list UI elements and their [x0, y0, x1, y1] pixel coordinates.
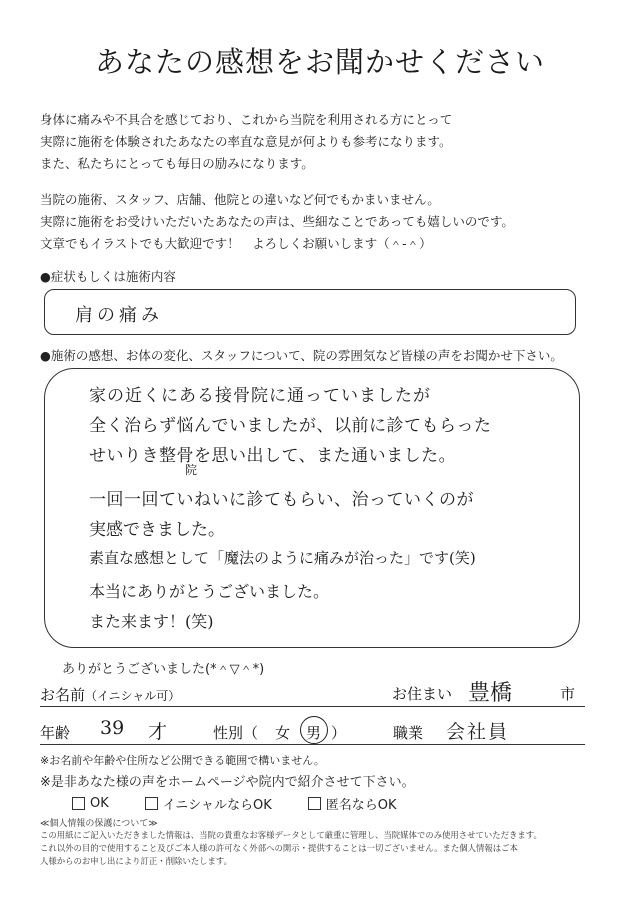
option-ok-checkbox[interactable]: [72, 797, 85, 810]
age-label: 年齢: [40, 724, 71, 742]
impression-line-3: せいりき整骨を思い出して、また通いました。: [89, 446, 457, 466]
gender-close: ）: [331, 724, 347, 742]
option-initial-checkbox[interactable]: [145, 797, 158, 810]
option-anonymous-label: 匿名ならOK: [325, 798, 397, 813]
name-label-text: お名前: [40, 686, 86, 704]
gender-male[interactable]: 男: [306, 724, 322, 742]
privacy-line-2: これ以外の目的で使用すること及びご本人様の許可なく外部への開示・提供することは一切ございません。また個人情報はご本: [40, 843, 518, 853]
impression-line-7: 本当にありがとうございました。: [89, 582, 330, 601]
impression-line-2: 全く治らず悩んでいましたが、以前に診てもらった: [89, 416, 492, 436]
intro-line-6: 文章でもイラストでも大歓迎です！ よろしくお願いします（＾-＾）: [40, 236, 432, 251]
intro-line-4: 当院の施術、スタッフ、店舗、他院との違いなど何でもかまいません。: [40, 192, 440, 207]
gender-female[interactable]: 女: [275, 724, 291, 742]
job-label: 職業: [393, 724, 424, 742]
job-value: 会社員: [446, 721, 510, 743]
gender-label: 性別（: [213, 724, 259, 742]
intro-line-2: 実際に施術を体験されたあなたの率直な意見が何よりも参考になります。: [40, 134, 452, 149]
public-range-note: ※お名前や年齢や住所など公開できる範囲で構いません。: [40, 754, 325, 767]
impression-label: ●施術の感想、お体の変化、スタッフについて、院の雰囲気など皆様の声をお聞かせ下さい。: [40, 348, 563, 363]
option-initial-label: イニシャルならOK: [162, 798, 272, 813]
thanks-text: ありがとうございました(*＾▽＾*): [62, 662, 265, 677]
name-note: （イニシャル可）: [85, 689, 181, 703]
page-title: あなたの感想をお聞かせください: [94, 45, 545, 79]
impression-line-8: また来ます！(笑): [89, 612, 214, 631]
symptom-label: ●症状もしくは施術内容: [40, 269, 176, 284]
address-suffix: 市: [560, 685, 576, 703]
symptom-box[interactable]: [44, 289, 576, 335]
privacy-line-3: 人様からのお申し出により訂正・削除いたします。: [40, 856, 232, 866]
option-anonymous-checkbox[interactable]: [308, 797, 321, 810]
address-label: お住まい: [392, 685, 453, 703]
impression-line-5: 実感できました。: [89, 520, 225, 540]
age-underline: [40, 744, 585, 745]
impression-line-4: 一回一回ていねいに診てもらい、治っていくのが: [89, 490, 474, 510]
name-label: [40, 684, 180, 705]
option-ok-label: OK: [90, 796, 109, 811]
symptom-value: 肩の痛み: [75, 305, 163, 326]
age-unit: 才: [148, 721, 168, 743]
permission-note: ※是非あなた様の声をホームページや院内で紹介させて下さい。: [40, 775, 415, 790]
intro-line-1: 身体に痛みや不具合を感じており、これから当院を利用される方にとって: [40, 112, 453, 127]
privacy-heading: ≪個人情報の保護について≫: [40, 819, 158, 829]
option-anonymous-ok[interactable]: [308, 794, 397, 813]
impression-line-6: 素直な感想として「魔法のように痛みが治った」です(笑): [89, 549, 476, 567]
gender-selected-circle: [300, 716, 328, 744]
address-value: 豊橋: [468, 681, 513, 706]
impression-line-1: 家の近くにある接骨院に通っていましたが: [89, 386, 431, 406]
permission-options: [72, 794, 397, 813]
privacy-line-1: この用紙にご記入いただきました情報は、当院の貴重なお客様データとして厳重に管理し、当院媒体でのみ使用させていただきます。: [40, 830, 542, 840]
insert-mark: 院: [185, 463, 198, 477]
option-initial-ok[interactable]: [145, 794, 272, 813]
age-value: 39: [100, 717, 125, 739]
intro-line-3: また、私たちにとっても毎日の励みになります。: [40, 156, 314, 171]
impression-box[interactable]: [44, 368, 580, 648]
option-ok[interactable]: [72, 794, 109, 813]
name-underline: [40, 706, 585, 707]
intro-line-5: 実際に施術をお受けいただいたあなたの声は、些細なことであっても嬉しいのです。: [40, 214, 514, 229]
